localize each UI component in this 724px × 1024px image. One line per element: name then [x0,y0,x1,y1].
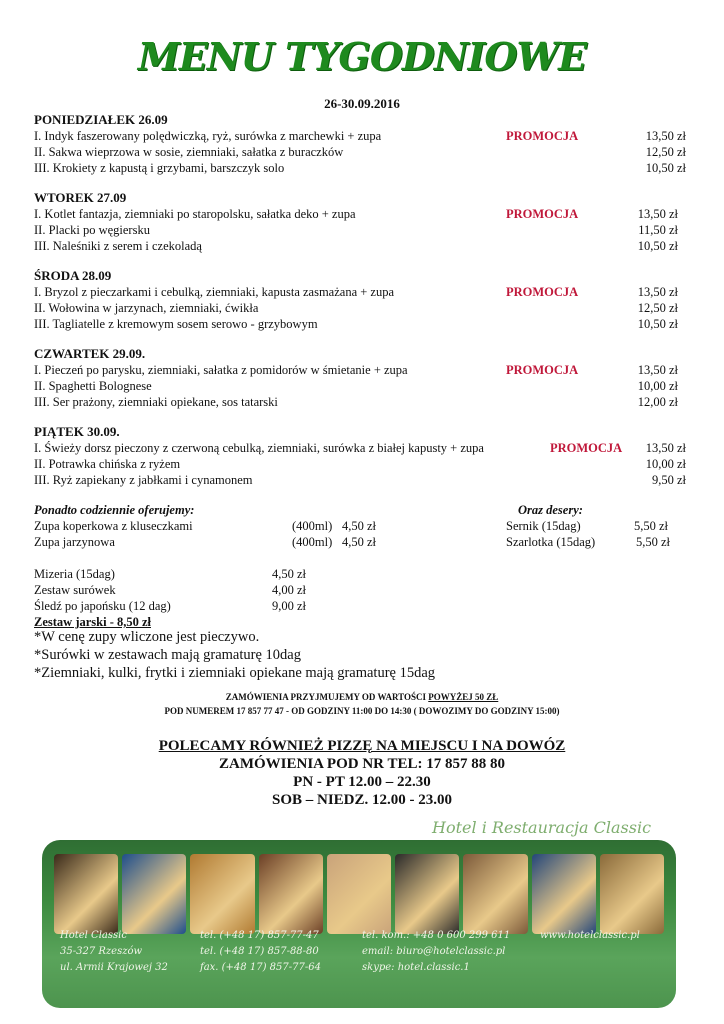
menu-item [34,206,694,222]
day-section [34,268,694,332]
day-section [34,424,694,488]
soup-name: Zupa koperkowa z kluseczkami [34,519,193,533]
menu-item [34,440,694,456]
dish-name: I. Kotlet fantazja, ziemniaki po staropolsku, sałatka deko + zupa [34,207,356,221]
promo-badge: PROMOCJA [506,207,579,221]
hotel-photo [190,854,254,934]
dish-name: I. Świeży dorsz pieczony z czerwoną cebulką, ziemniaki, surówka z białej kapusty + zupa [34,441,484,455]
hotel-contacts [362,928,510,976]
hotel-photo [395,854,459,934]
menu-item [34,472,694,488]
day-section [34,112,694,176]
fax-line: fax. (+48 17) 857-77-64 [200,962,321,973]
photo-strip [54,854,664,934]
pizza-phone: ZAMÓWIENIA POD NR TEL: 17 857 88 80 [219,756,505,772]
orders-line-2: POD NUMEREM 17 857 77 47 - OD GODZINY 11:00 DO 14:30 ( DOWOZIMY DO GODZINY 15:00) [164,706,560,716]
hotel-brand: Hotel i Restauracja Classic [432,818,652,837]
dish-name: II. Potrawka chińska z ryżem [34,457,181,471]
menu-item [34,394,694,410]
dish-name: I. Bryzol z pieczarkami i cebulką, ziemniaki, kapusta zasmażana + zupa [34,285,395,299]
menu-item [34,362,694,378]
dish-name: III. Ser prażony, ziemniaki opiekane, sos tatarski [34,395,278,409]
hotel-photo [532,854,596,934]
daily-heading: Ponadto codziennie oferujemy: [34,503,195,517]
menu-item [34,378,694,394]
dish-price: 13,50 zł [637,285,678,299]
hotel-photo [463,854,527,934]
dish-name: II. Placki po węgiersku [34,223,150,237]
dish-price: 13,50 zł [637,363,678,377]
soup-price: 4,50 zł [342,535,377,549]
hotel-website[interactable]: www.hotelclassic.pl [540,930,640,941]
dish-price: 11,50 zł [638,223,678,237]
extra-name: Mizeria (15dag) [34,567,115,581]
orders-text: ZAMÓWIENIA PRZYJMUJEMY OD WARTOŚCI [225,692,429,702]
address-line: ul. Armii Krajowej 32 [60,962,168,973]
pizza-hours-weekend: SOB – NIEDZ. 12.00 - 23.00 [271,792,453,808]
extra-price: 9,00 zł [272,599,307,613]
note: *W cenę zupy wliczone jest pieczywo. [34,629,260,645]
pizza-heading: POLECAMY RÓWNIEŻ PIZZĘ NA MIEJSCU I NA DOWÓZ [158,738,566,754]
dessert-price: 5,50 zł [634,519,669,533]
menu-item [34,144,694,160]
date-range: 26-30.09.2016 [324,96,400,111]
hotel-phones [200,928,321,976]
dish-price: 9,50 zł [651,473,686,487]
extra-price: 4,00 zł [272,583,307,597]
menu-item [34,456,694,472]
soup-size: (400ml) [292,535,333,549]
day-header: PONIEDZIAŁEK 26.09 [34,112,168,127]
dish-name: III. Tagliatelle z kremowym sosem serowo - grzybowym [34,317,318,331]
hotel-photo [600,854,664,934]
note: *Ziemniaki, kulki, frytki i ziemniaki opiekane mają gramaturę 15dag [34,665,436,681]
page-title: MENU TYGODNIOWE [137,34,587,79]
skype-line: skype: hotel.classic.1 [362,962,470,973]
dish-price: 10,00 zł [645,457,686,471]
day-header: ŚRODA 28.09 [34,268,112,283]
dish-price: 12,50 zł [645,145,686,159]
soup-name: Zupa jarzynowa [34,535,115,549]
note: *Surówki w zestawach mają gramaturę 10dag [34,647,301,663]
extra-name: Śledź po japońsku (12 dag) [34,599,171,613]
hotel-photo [259,854,323,934]
dish-price: 10,50 zł [645,161,686,175]
day-header: WTOREK 27.09 [34,190,127,205]
extra-name: Zestaw surówek [34,583,116,597]
hotel-photo [122,854,186,934]
orders-min: POWYŻEJ 50 ZŁ [428,692,499,702]
extra-price: 4,50 zł [272,567,307,581]
dish-name: II. Wołowina w jarzynach, ziemniaki, ćwikła [34,301,259,315]
dessert-price: 5,50 zł [636,535,671,549]
soup-price: 4,50 zł [342,519,377,533]
dish-price: 12,00 zł [637,395,678,409]
day-header: CZWARTEK 29.09. [34,346,146,361]
phone-line: tel. (+48 17) 857-88-80 [200,946,319,957]
dessert-name: Szarlotka (15dag) [506,535,596,549]
menu-item [34,222,694,238]
promo-badge: PROMOCJA [506,129,579,143]
day-section [34,346,694,410]
email-line[interactable]: email: biuro@hotelclassic.pl [362,946,506,957]
dish-price: 10,00 zł [637,379,678,393]
address-line: 35-327 Rzeszów [60,946,143,957]
promo-badge: PROMOCJA [550,441,623,455]
soup-size: (400ml) [292,519,333,533]
dish-price: 12,50 zł [637,301,678,315]
dish-price: 10,50 zł [637,317,678,331]
zestaw-jarski: Zestaw jarski - 8,50 zł [34,615,151,629]
dish-price: 13,50 zł [637,207,678,221]
menu-item [34,128,694,144]
dish-price: 10,50 zł [637,239,678,253]
menu-item [34,160,694,176]
dish-name: II. Sakwa wieprzowa w sosie, ziemniaki, sałatka z buraczków [34,145,344,159]
promo-badge: PROMOCJA [506,285,579,299]
desserts-heading: Oraz desery: [518,503,583,517]
day-header: PIĄTEK 30.09. [34,424,120,439]
orders-line-1 [0,692,724,702]
dessert-name: Sernik (15dag) [506,519,581,533]
hotel-photo [327,854,391,934]
dish-price: 13,50 zł [645,129,686,143]
dish-name: III. Ryż zapiekany z jabłkami i cynamonem [34,473,253,487]
promo-badge: PROMOCJA [506,363,579,377]
dish-name: III. Naleśniki z serem i czekoladą [34,239,202,253]
hotel-photo [54,854,118,934]
dish-price: 13,50 zł [645,441,686,455]
phone-line: tel. (+48 17) 857-77-47 [200,930,319,941]
day-section [34,190,694,254]
pizza-hours-weekday: PN - PT 12.00 – 22.30 [293,774,431,790]
dish-name: II. Spaghetti Bolognese [34,379,152,393]
address-line: Hotel Classic [60,930,127,941]
dish-name: I. Pieczeń po parysku, ziemniaki, sałatka z pomidorów w śmietanie + zupa [34,363,408,377]
dish-name: III. Krokiety z kapustą i grzybami, barszczyk solo [34,161,285,175]
mobile-line: tel. kom.: +48 0 600 299 611 [362,930,511,941]
menu-item [34,316,694,332]
hotel-banner [42,840,676,1008]
menu-item [34,284,694,300]
menu-item [34,238,694,254]
hotel-address [60,928,168,976]
dish-name: I. Indyk faszerowany polędwiczką, ryż, surówka z marchewki + zupa [34,129,382,143]
menu-item [34,300,694,316]
